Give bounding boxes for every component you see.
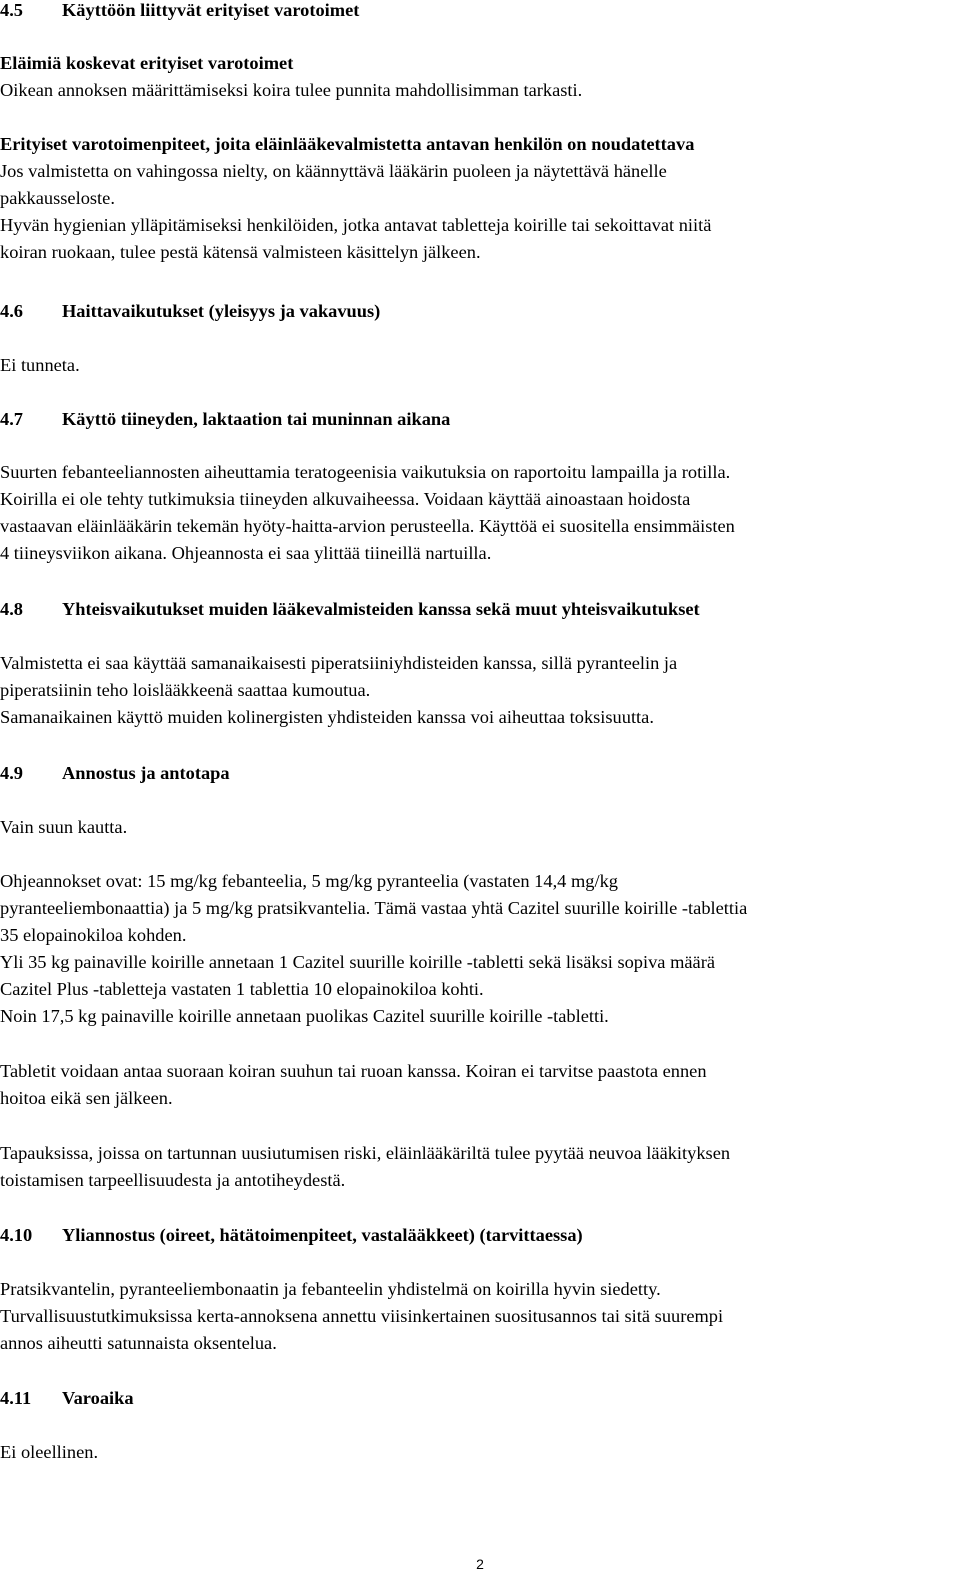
paragraph-line: Yli 35 kg painaville koirille annetaan 1 Cazitel suurille koirille -tabletti sekä lisäksi sopiva määrä <box>0 952 715 972</box>
section-4-9-repeat-treatment <box>0 1140 950 1194</box>
section-title: Käyttö tiineyden, laktaation tai muninnan aikana <box>62 409 451 429</box>
paragraph-line: pyranteeliembonaattia) ja 5 mg/kg pratsikvantelia. Tämä vastaa yhtä Cazitel suurille koirille -tablettia <box>0 898 748 918</box>
section-4-5-animal-precautions <box>0 50 950 104</box>
section-4-5-heading <box>0 0 950 24</box>
section-4-11-body <box>0 1439 950 1466</box>
paragraph-line: Vain suun kautta. <box>0 817 128 837</box>
section-title: Yliannostus (oireet, hätätoimenpiteet, vastalääkkeet) (tarvittaessa) <box>62 1225 583 1245</box>
section-title: Yhteisvaikutukset muiden lääkevalmisteiden kanssa sekä muut yhteisvaikutukset <box>62 599 700 619</box>
paragraph-line: Oikean annoksen määrittämiseksi koira tulee punnita mahdollisimman tarkasti. <box>0 80 583 100</box>
section-title: Haittavaikutukset (yleisyys ja vakavuus) <box>62 301 381 321</box>
paragraph-line: Noin 17,5 kg painaville koirille annetaan puolikas Cazitel suurille koirille -tabletti. <box>0 1006 609 1026</box>
section-number: 4.5 <box>0 0 23 20</box>
paragraph-line: Tapauksissa, joissa on tartunnan uusiutumisen riski, eläinlääkäriltä tulee pyytää neuvoa lääkityksen <box>0 1143 731 1163</box>
section-4-10-heading <box>0 1222 950 1249</box>
paragraph-line: hoitoa eikä sen jälkeen. <box>0 1088 173 1108</box>
paragraph-line: Tabletit voidaan antaa suoraan koiran suuhun tai ruoan kanssa. Koiran ei tarvitse paastota ennen <box>0 1061 707 1081</box>
section-title: Annostus ja antotapa <box>62 763 230 783</box>
paragraph-line: 35 elopainokiloa kohden. <box>0 925 187 945</box>
paragraph-line: Ohjeannokset ovat: 15 mg/kg febanteelia, 5 mg/kg pyranteelia (vastaten 14,4 mg/kg <box>0 871 618 891</box>
section-4-8-body <box>0 650 950 731</box>
section-4-7-heading <box>0 406 950 433</box>
subheading: Eläimiä koskevat erityiset varotoimet <box>0 53 294 73</box>
subheading: Erityiset varotoimenpiteet, joita eläinlääkevalmistetta antavan henkilön on noudatettava <box>0 134 695 154</box>
paragraph-line: pakkausseloste. <box>0 188 115 208</box>
section-4-6-heading <box>0 298 950 325</box>
section-4-10-body <box>0 1276 950 1357</box>
paragraph-line: Hyvän hygienian ylläpitämiseksi henkilöiden, jotka antavat tabletteja koirille tai sekoittavat niitä <box>0 215 712 235</box>
paragraph-line: Samanaikainen käyttö muiden kolinergisten yhdisteiden kanssa voi aiheuttaa toksisuutta. <box>0 707 654 727</box>
paragraph-line: Suurten febanteeliannosten aiheuttamia teratogeenisia vaikutuksia on raportoitu lampailla ja rotilla. <box>0 462 731 482</box>
section-number: 4.6 <box>0 301 23 321</box>
section-4-6-body <box>0 352 950 379</box>
section-4-7-body <box>0 459 950 567</box>
paragraph-line: Pratsikvantelin, pyranteeliembonaatin ja febanteelin yhdistelmä on koirilla hyvin siedetty. <box>0 1279 661 1299</box>
paragraph-line: Turvallisuustutkimuksissa kerta-annoksena annettu viisinkertainen suositusannos tai sitä suurempi <box>0 1306 724 1326</box>
page-number: 2 <box>476 1556 484 1572</box>
paragraph-line: koiran ruokaan, tulee pestä kätensä valmisteen käsittelyn jälkeen. <box>0 242 481 262</box>
paragraph-line: piperatsiinin teho loislääkkeenä saattaa kumoutua. <box>0 680 371 700</box>
section-4-11-heading <box>0 1385 950 1412</box>
section-number: 4.8 <box>0 599 23 619</box>
paragraph-line: annos aiheutti satunnaista oksentelua. <box>0 1333 277 1353</box>
section-4-9-heading <box>0 760 950 787</box>
paragraph-line: Cazitel Plus -tabletteja vastaten 1 tablettia 10 elopainokiloa kohti. <box>0 979 484 999</box>
section-number: 4.9 <box>0 763 23 783</box>
section-4-9-administration <box>0 1058 950 1112</box>
paragraph-line: Ei tunneta. <box>0 355 80 375</box>
paragraph-line: Ei oleellinen. <box>0 1442 99 1462</box>
paragraph-line: Jos valmistetta on vahingossa nielty, on käännyttävä lääkärin puoleen ja näytettävä hänelle <box>0 161 667 181</box>
paragraph-line: Koirilla ei ole tehty tutkimuksia tiineyden alkuvaiheessa. Voidaan käyttää ainoastaan hoidosta <box>0 489 691 509</box>
section-4-5-handler-precautions <box>0 131 950 266</box>
section-number: 4.11 <box>0 1388 32 1408</box>
section-4-9-route <box>0 814 950 841</box>
section-4-9-dosage <box>0 868 950 1030</box>
paragraph-line: Valmistetta ei saa käyttää samanaikaisesti piperatsiiniyhdisteiden kanssa, sillä pyranteelin ja <box>0 653 678 673</box>
paragraph-line: 4 tiineysviikon aikana. Ohjeannosta ei saa ylittää tiineillä nartuilla. <box>0 543 492 563</box>
section-title: Varoaika <box>62 1388 134 1408</box>
section-title: Käyttöön liittyvät erityiset varotoimet <box>62 0 360 20</box>
paragraph-line: vastaavan eläinlääkärin tekemän hyöty-haitta-arvion perusteella. Käyttöä ei suositella ensimmäisten <box>0 516 735 536</box>
section-4-8-heading <box>0 596 950 623</box>
paragraph-line: toistamisen tarpeellisuudesta ja antotiheydestä. <box>0 1170 346 1190</box>
section-number: 4.7 <box>0 409 23 429</box>
section-number: 4.10 <box>0 1225 33 1245</box>
